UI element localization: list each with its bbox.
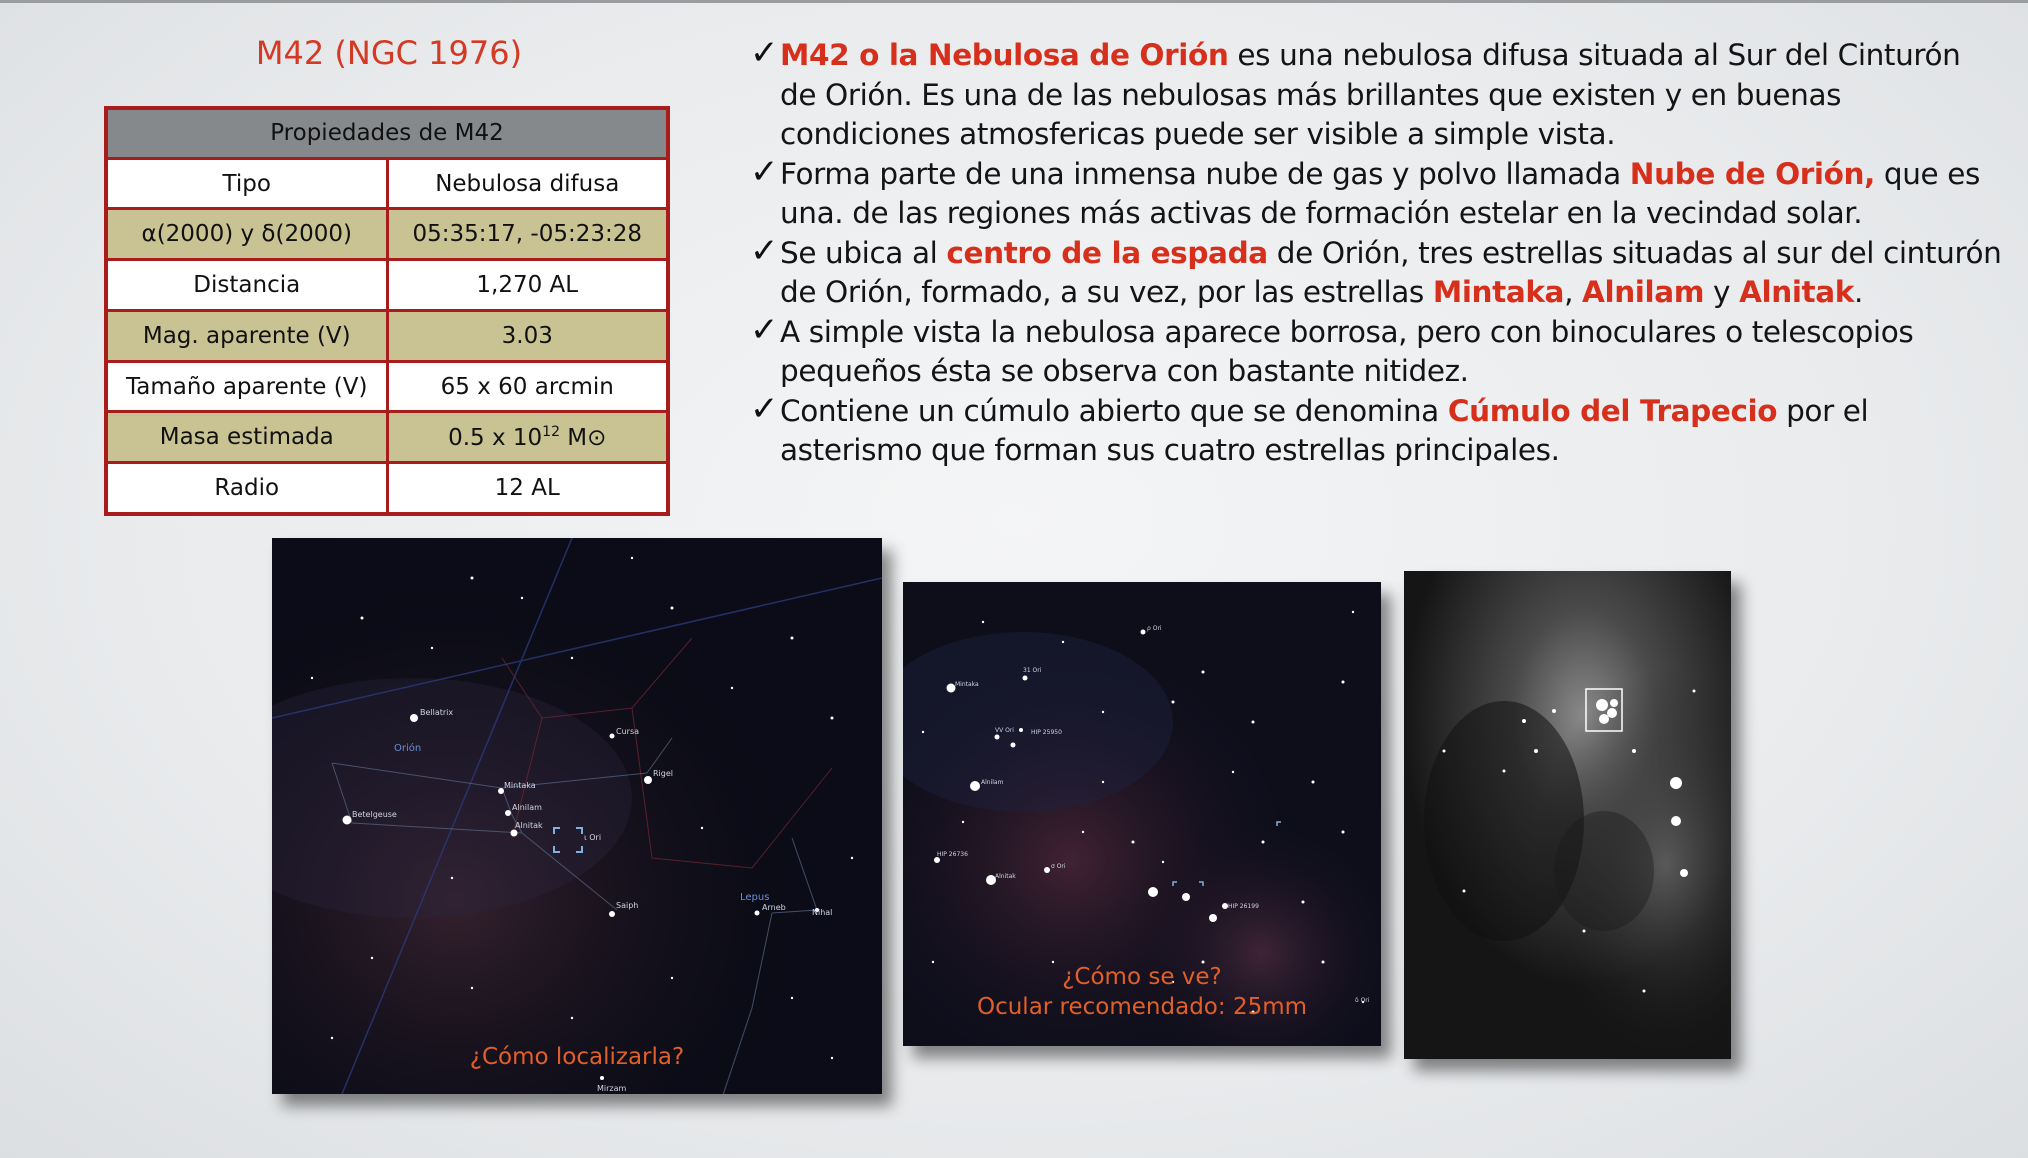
star-label: σ Ori [1051, 863, 1066, 870]
bullet-text: por el asterismo que forman sus cuatro estrellas principales. [780, 393, 1869, 467]
star-label: Alnilam [512, 803, 542, 812]
star-label: Mirzam [597, 1084, 627, 1093]
row-value: 05:35:17, -05:23:28 [387, 209, 668, 260]
eyepiece-caption-recommendation: Ocular recomendado: 25mm [976, 994, 1308, 1020]
table-header: Propiedades de M42 [106, 108, 668, 158]
highlight-alnilam: Alnilam [1582, 275, 1705, 309]
eyepiece-view-image [903, 582, 1381, 1046]
properties-table [104, 106, 670, 516]
checkmark-icon: ✓ [750, 388, 779, 429]
row-label: Mag. aparente (V) [106, 310, 387, 361]
row-label: Tamaño aparente (V) [106, 361, 387, 412]
row-value: 1,270 AL [387, 260, 668, 311]
highlight-mintaka: Mintaka [1432, 275, 1565, 309]
table-row [106, 260, 668, 311]
bullet-text: Contiene un cúmulo abierto que se denomina [780, 393, 1448, 428]
star-label: Nihal [812, 908, 833, 917]
table-row [106, 209, 668, 260]
row-label: Tipo [106, 158, 387, 209]
bullet-item [750, 388, 2002, 471]
checkmark-icon: ✓ [750, 309, 779, 350]
star-label: 31 Ori [1023, 667, 1042, 674]
mass-mantissa: 0.5 x 10 [448, 424, 543, 451]
slide-title: M42 (NGC 1976) [255, 34, 523, 72]
star-label: Cursa [616, 727, 640, 736]
star-label: HIP 26199 [1228, 903, 1259, 910]
finder-chart-image [272, 538, 882, 1094]
table-row [106, 310, 668, 361]
mass-unit: M⊙ [559, 424, 607, 451]
star-label: Rigel [653, 769, 674, 778]
bullet-text: es una nebulosa difusa situada al Sur del Cinturón de Orión. Es una de las nebulosas más brillantes que existen y en buenas condiciones atmosfericas puede ser visible a simple vista. [780, 38, 1961, 151]
star-label: ρ Ori [1147, 625, 1162, 632]
row-value: 3.03 [387, 310, 668, 361]
row-label: Radio [106, 463, 387, 514]
row-value: 65 x 60 arcmin [387, 361, 668, 412]
checkmark-icon: ✓ [750, 33, 779, 73]
bullet-text: que es una. de las regiones más activas de formación estelar en la vecindad solar. [780, 156, 1980, 230]
row-value [387, 412, 668, 463]
row-label: Masa estimada [106, 412, 387, 463]
bullet-item [750, 230, 2002, 313]
highlight-alnitak: Alnitak [1739, 275, 1854, 309]
table-row [106, 412, 668, 463]
checkmark-icon: ✓ [750, 151, 779, 192]
finder-caption: ¿Cómo localizarla? [469, 1044, 685, 1070]
star-label: Bellatrix [420, 708, 454, 717]
star-label: Betelgeuse [352, 810, 397, 819]
bullet-text: A simple vista la nebulosa aparece borrosa, pero con binoculares o telescopios pequeños ésta se observa con bastante nitidez. [780, 314, 1914, 388]
row-value: 12 AL [387, 463, 668, 514]
checkmark-icon: ✓ [750, 230, 779, 271]
bullet-end: . [1853, 275, 1863, 309]
bullet-text: de Orión, tres estrellas situadas al sur del cinturón de Orión, formado, a su vez, por las estrellas [780, 235, 2002, 309]
nebula-photo-image [1404, 571, 1731, 1059]
highlight: Cúmulo del Trapecio [1447, 393, 1778, 428]
row-value: Nebulosa difusa [387, 158, 668, 209]
table-row [106, 361, 668, 412]
table-row [106, 463, 668, 514]
row-label: α(2000) y δ(2000) [106, 209, 387, 260]
star-label: HIP 26736 [937, 851, 968, 858]
star-label: Mintaka [504, 781, 536, 790]
star-label: Arneb [762, 903, 786, 912]
star-label: δ Ori [1355, 997, 1370, 1004]
star-label: ι Ori [584, 833, 602, 842]
bullet-text: Se ubica al [780, 235, 947, 270]
bullet-item [750, 151, 2002, 234]
mass-exponent: 12 [542, 423, 560, 440]
highlight: M42 o la Nebulosa de Orión [780, 38, 1229, 72]
top-border [0, 0, 2028, 3]
star-label: HIP 25950 [1031, 729, 1062, 736]
star-label: Alnilam [981, 779, 1004, 786]
bullet-list [750, 33, 2002, 471]
star-label: Alnitak [515, 821, 543, 830]
star-label: Mintaka [955, 681, 979, 688]
eyepiece-caption-question: ¿Cómo se ve? [1062, 964, 1222, 990]
highlight: centro de la espada [946, 235, 1268, 270]
star-label: VV Ori [995, 727, 1014, 734]
constellation-label: Orión [394, 743, 422, 754]
separator: , [1564, 275, 1583, 309]
table-row [106, 158, 668, 209]
bullet-item [750, 309, 2002, 392]
star-label: Saiph [616, 901, 639, 910]
constellation-label: Lepus [740, 892, 770, 903]
highlight: Nube de Orión, [1629, 156, 1875, 191]
bullet-text: Forma parte de una inmensa nube de gas y polvo llamada [780, 156, 1630, 191]
separator: y [1704, 275, 1740, 309]
row-label: Distancia [106, 260, 387, 311]
bullet-item [750, 33, 2002, 155]
star-label: Alnitak [995, 873, 1016, 880]
